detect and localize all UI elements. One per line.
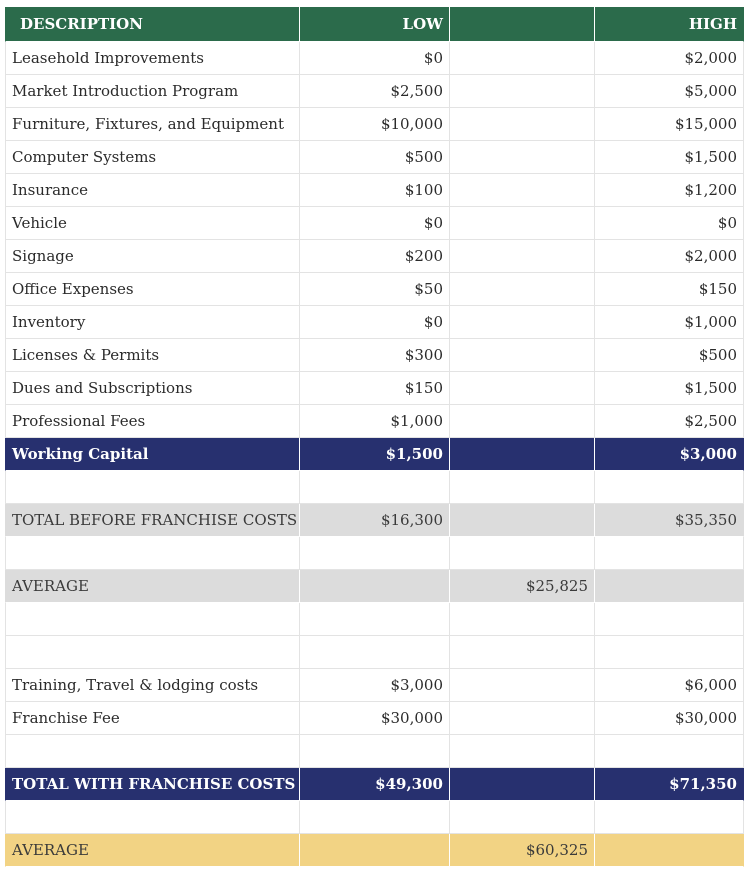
table-row [5,570,744,603]
cell-low: $200 [300,240,450,273]
cell-high [595,603,744,636]
cell-low: $150 [300,372,450,405]
cell-high: $1,500 [595,372,744,405]
cell-high: $15,000 [595,108,744,141]
cell-high: $1,200 [595,174,744,207]
cell-mid [450,768,595,801]
cell-low [300,603,450,636]
table-row [5,372,744,405]
cell-description [5,537,300,570]
cell-mid [450,405,595,438]
cell-low [300,801,450,834]
cell-high: $500 [595,339,744,372]
table-row [5,504,744,537]
cell-high: $6,000 [595,669,744,702]
cell-mid [450,339,595,372]
column-header-description: DESCRIPTION [5,7,300,42]
cell-description: Leasehold Improvements [5,42,300,75]
spacer-row [5,471,744,504]
cell-mid [450,702,595,735]
cell-low: $0 [300,306,450,339]
cell-description: Training, Travel & lodging costs [5,669,300,702]
cell-description [5,636,300,669]
cell-mid [450,141,595,174]
column-header-high: HIGH [595,7,744,42]
cell-high [595,636,744,669]
cell-low: $1,500 [300,438,450,471]
table-row [5,768,744,801]
cell-description: AVERAGE [5,570,300,603]
cell-mid [450,471,595,504]
cell-low: $100 [300,174,450,207]
spacer-row [5,603,744,636]
cell-description: Inventory [5,306,300,339]
cell-high: $35,350 [595,504,744,537]
cell-low: $3,000 [300,669,450,702]
spacer-row [5,537,744,570]
cell-description: Furniture, Fixtures, and Equipment [5,108,300,141]
cell-mid [450,273,595,306]
cell-high: $2,000 [595,240,744,273]
cell-low: $500 [300,141,450,174]
cell-description: Signage [5,240,300,273]
cell-low: $0 [300,207,450,240]
cell-description: Franchise Fee [5,702,300,735]
cell-low: $10,000 [300,108,450,141]
spacer-row [5,636,744,669]
cell-mid [450,108,595,141]
table-row [5,669,744,702]
cell-high: $71,350 [595,768,744,801]
cell-mid [450,603,595,636]
cell-mid [450,306,595,339]
cell-low: $16,300 [300,504,450,537]
cell-mid [450,537,595,570]
cell-low: $2,500 [300,75,450,108]
cost-table-body [5,42,744,867]
cell-description: Professional Fees [5,405,300,438]
table-row [5,174,744,207]
table-row [5,42,744,75]
cell-high: $2,500 [595,405,744,438]
table-row [5,834,744,867]
cell-high: $30,000 [595,702,744,735]
cell-description: Dues and Subscriptions [5,372,300,405]
cell-mid [450,75,595,108]
cell-mid [450,42,595,75]
cell-mid [450,240,595,273]
cell-low: $0 [300,42,450,75]
cell-low: $50 [300,273,450,306]
cell-description: Office Expenses [5,273,300,306]
cell-high [595,801,744,834]
cell-mid [450,669,595,702]
cell-high [595,834,744,867]
cell-description: Licenses & Permits [5,339,300,372]
table-row [5,207,744,240]
cell-high: $3,000 [595,438,744,471]
cell-high: $0 [595,207,744,240]
cell-high [595,537,744,570]
cell-description [5,801,300,834]
table-row [5,141,744,174]
table-row [5,438,744,471]
table-row [5,240,744,273]
table-row [5,405,744,438]
cell-high: $2,000 [595,42,744,75]
cell-low: $1,000 [300,405,450,438]
cell-low [300,636,450,669]
cell-low [300,471,450,504]
cell-high: $1,500 [595,141,744,174]
cell-high [595,570,744,603]
cell-low [300,570,450,603]
cell-mid [450,174,595,207]
cell-description: Working Capital [5,438,300,471]
column-header-blank [450,7,595,42]
cell-mid [450,801,595,834]
cell-description [5,735,300,768]
table-row [5,702,744,735]
cell-low: $300 [300,339,450,372]
cell-low [300,834,450,867]
cell-high [595,735,744,768]
cell-low: $49,300 [300,768,450,801]
cell-description: Computer Systems [5,141,300,174]
cell-high [595,471,744,504]
spacer-row [5,801,744,834]
spacer-row [5,735,744,768]
cell-description: Vehicle [5,207,300,240]
cost-table [5,7,744,867]
cost-table-sheet [5,7,744,867]
cell-high: $1,000 [595,306,744,339]
cell-mid [450,438,595,471]
column-header-low: LOW [300,7,450,42]
cell-mid [450,735,595,768]
cell-description: Market Introduction Program [5,75,300,108]
cell-mid: $60,325 [450,834,595,867]
cell-mid: $25,825 [450,570,595,603]
cell-mid [450,504,595,537]
table-row [5,75,744,108]
cell-description [5,603,300,636]
cell-low: $30,000 [300,702,450,735]
table-row [5,108,744,141]
table-row [5,339,744,372]
cell-high: $150 [595,273,744,306]
cell-description: TOTAL WITH FRANCHISE COSTS [5,768,300,801]
cell-description [5,471,300,504]
table-row [5,306,744,339]
table-row [5,273,744,306]
cell-mid [450,636,595,669]
cell-low [300,735,450,768]
cell-high: $5,000 [595,75,744,108]
cell-mid [450,207,595,240]
cell-description: AVERAGE [5,834,300,867]
cell-mid [450,372,595,405]
table-header-row [5,7,744,42]
cell-description: Insurance [5,174,300,207]
cell-description: TOTAL BEFORE FRANCHISE COSTS [5,504,300,537]
cell-low [300,537,450,570]
